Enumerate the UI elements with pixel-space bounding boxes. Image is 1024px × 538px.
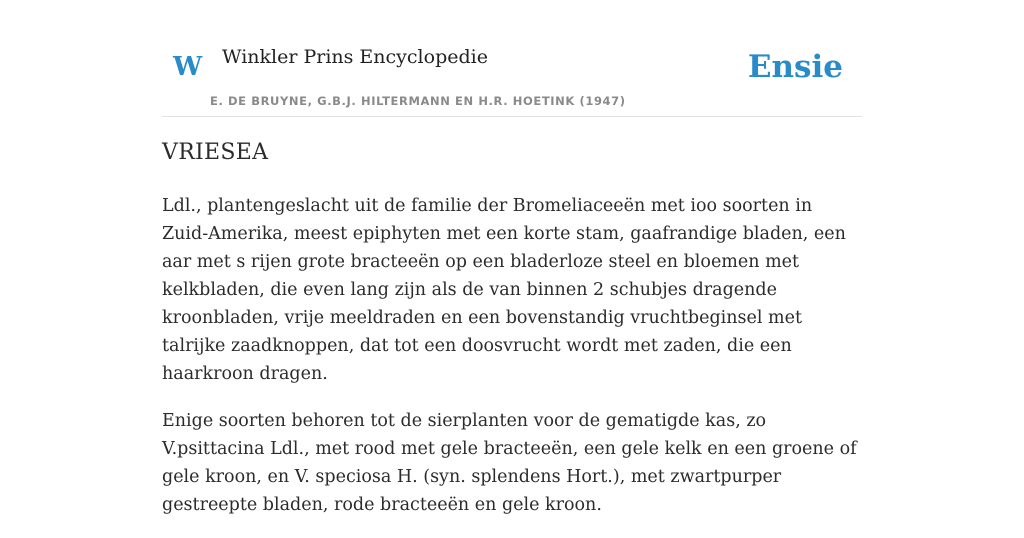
source-title[interactable]: Winkler Prins Encyclopedie xyxy=(222,46,488,68)
brand-logo[interactable]: Ensie xyxy=(747,49,843,85)
source-header xyxy=(162,0,862,117)
entry-paragraph: Enige soorten behoren tot de sierplanten voor de gematigde kas, zo V.psittacina Ldl., met rood met gele bracteeën, een gele kelk en een groene of gele kroon, en V. speciosa H. (syn. splendens Hort.), met zwartpurper gestreepte bladen, rode bracteeën en gele kroon. xyxy=(162,411,857,515)
entry-body xyxy=(162,192,862,538)
source-logo[interactable]: W xyxy=(173,52,203,82)
source-authors: E. DE BRUYNE, G.B.J. HILTERMANN EN H.R. HOETINK (1947) xyxy=(210,94,626,108)
entry-card xyxy=(162,0,862,515)
entry-title: VRIESEA xyxy=(162,140,269,165)
entry-paragraph: Ldl., plantengeslacht uit de familie der Bromeliaceeën met ioo soorten in Zuid-Amerika, meest epiphyten met een korte stam, gaafrandige bladen, een aar met s rijen grote bracteeën op een bladerloze steel en bloemen met kelkbladen, die even lang zijn als de van binnen 2 schubjes dragende kroonbladen, vrije meeldraden en een bovenstandig vruchtbeginsel met talrijke zaadknoppen, dat tot een doosvrucht wordt met zaden, die een haarkroon dragen. xyxy=(162,196,846,384)
